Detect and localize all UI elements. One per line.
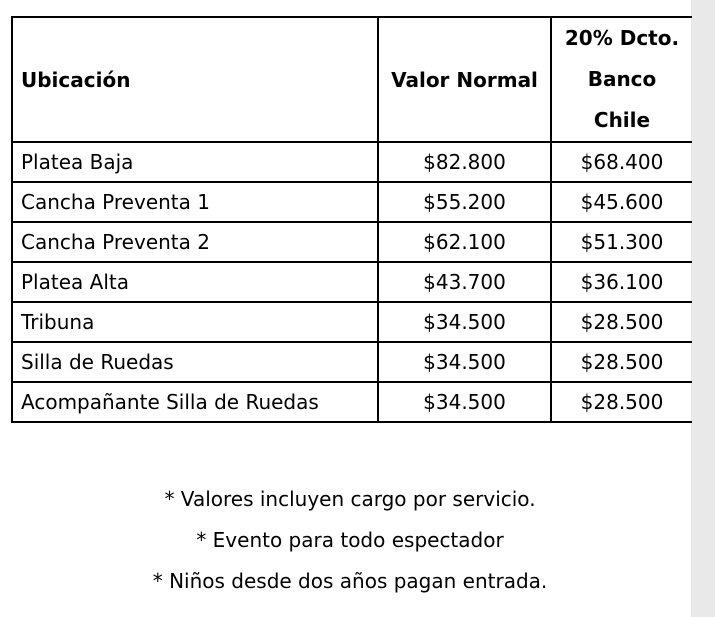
row-discount-price: $68.400 bbox=[551, 142, 692, 182]
row-discount-price: $45.600 bbox=[551, 182, 692, 222]
row-normal-price: $55.200 bbox=[378, 182, 551, 222]
table-row bbox=[12, 182, 692, 222]
row-location: Cancha Preventa 2 bbox=[12, 222, 378, 262]
row-location: Silla de Ruedas bbox=[12, 342, 378, 382]
table-row bbox=[12, 222, 692, 262]
table-row bbox=[12, 142, 692, 182]
price-table bbox=[11, 16, 692, 423]
footnote-children-pay: * Niños desde dos años pagan entrada. bbox=[152, 569, 548, 593]
row-discount-price: $36.100 bbox=[551, 262, 692, 302]
header-discount-line-3: Chile bbox=[593, 108, 651, 132]
table-row bbox=[12, 342, 692, 382]
row-discount-price: $51.300 bbox=[551, 222, 692, 262]
footnotes bbox=[0, 482, 700, 605]
row-normal-price: $34.500 bbox=[378, 302, 551, 342]
row-normal-price: $43.700 bbox=[378, 262, 551, 302]
row-location: Tribuna bbox=[12, 302, 378, 342]
row-location: Platea Alta bbox=[12, 262, 378, 302]
row-discount-price: $28.500 bbox=[551, 382, 692, 422]
row-location: Acompañante Silla de Ruedas bbox=[12, 382, 378, 422]
row-normal-price: $34.500 bbox=[378, 342, 551, 382]
table-row bbox=[12, 302, 692, 342]
row-discount-price: $28.500 bbox=[551, 302, 692, 342]
table-header-row bbox=[12, 17, 692, 142]
footnote-service-charge: * Valores incluyen cargo por servicio. bbox=[164, 487, 536, 511]
header-discount-line-1: 20% Dcto. bbox=[564, 26, 680, 50]
table-row bbox=[12, 382, 692, 422]
header-discount-line-2: Banco bbox=[587, 67, 657, 91]
row-location: Platea Baja bbox=[12, 142, 378, 182]
header-location: Ubicación bbox=[12, 17, 378, 142]
row-normal-price: $62.100 bbox=[378, 222, 551, 262]
header-discount bbox=[551, 17, 692, 142]
row-discount-price: $28.500 bbox=[551, 342, 692, 382]
table-row bbox=[12, 262, 692, 302]
row-normal-price: $82.800 bbox=[378, 142, 551, 182]
footnote-all-audiences: * Evento para todo espectador bbox=[196, 528, 504, 552]
row-normal-price: $34.500 bbox=[378, 382, 551, 422]
row-location: Cancha Preventa 1 bbox=[12, 182, 378, 222]
header-normal-price: Valor Normal bbox=[378, 17, 551, 142]
